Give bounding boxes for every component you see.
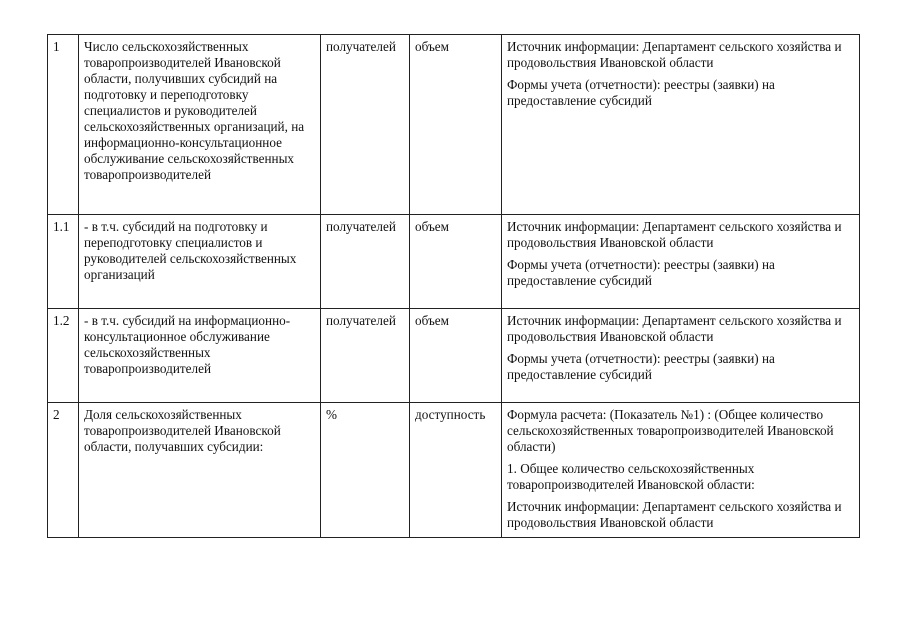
table-row bbox=[48, 35, 860, 215]
data-source bbox=[502, 35, 860, 215]
indicator-name: - в т.ч. субсидий на информационно-консультационное обслуживание сельскохозяйственных товаропроизводителей bbox=[79, 309, 321, 403]
data-source bbox=[502, 215, 860, 309]
source-line: 1. Общее количество сельскохозяйственных товаропроизводителей Ивановской области: bbox=[507, 461, 755, 492]
indicator-type: доступность bbox=[410, 403, 502, 538]
row-number: 1.1 bbox=[48, 215, 79, 309]
data-source bbox=[502, 403, 860, 538]
indicator-name: Доля сельскохозяйственных товаропроизводителей Ивановской области, получавших субсидии: bbox=[79, 403, 321, 538]
source-line: Источник информации: Департамент сельского хозяйства и продовольствия Ивановской области bbox=[507, 313, 842, 344]
table-row bbox=[48, 403, 860, 538]
data-source bbox=[502, 309, 860, 403]
unit-of-measure: получателей bbox=[321, 309, 410, 403]
source-line: Источник информации: Департамент сельского хозяйства и продовольствия Ивановской области bbox=[507, 219, 842, 250]
source-line: Формула расчета: (Показатель №1) : (Общее количество сельскохозяйственных товаропроизводителей Ивановской области) bbox=[507, 407, 834, 454]
row-number: 2 bbox=[48, 403, 79, 538]
indicator-type: объем bbox=[410, 309, 502, 403]
row-number: 1.2 bbox=[48, 309, 79, 403]
source-line: Формы учета (отчетности): реестры (заявки) на предоставление субсидий bbox=[507, 257, 775, 288]
unit-of-measure: получателей bbox=[321, 215, 410, 309]
indicator-type: объем bbox=[410, 35, 502, 215]
source-line: Формы учета (отчетности): реестры (заявки) на предоставление субсидий bbox=[507, 77, 775, 108]
indicator-name: Число сельскохозяйственных товаропроизводителей Ивановской области, получивших субсидий на подготовку и переподготовку специалистов и руководителей сельскохозяйственных организаций, на информационно-консультационное обслуживание сельскохозяйственных товаропроизводителей bbox=[79, 35, 321, 215]
unit-of-measure: % bbox=[321, 403, 410, 538]
indicators-table bbox=[47, 34, 860, 538]
unit-of-measure: получателей bbox=[321, 35, 410, 215]
row-number: 1 bbox=[48, 35, 79, 215]
indicator-type: объем bbox=[410, 215, 502, 309]
table-row bbox=[48, 215, 860, 309]
source-line: Источник информации: Департамент сельского хозяйства и продовольствия Ивановской области bbox=[507, 39, 842, 70]
source-line: Источник информации: Департамент сельского хозяйства и продовольствия Ивановской области bbox=[507, 499, 842, 530]
table-row bbox=[48, 309, 860, 403]
indicator-name: - в т.ч. субсидий на подготовку и переподготовку специалистов и руководителей сельскохозяйственных организаций bbox=[79, 215, 321, 309]
source-line: Формы учета (отчетности): реестры (заявки) на предоставление субсидий bbox=[507, 351, 775, 382]
